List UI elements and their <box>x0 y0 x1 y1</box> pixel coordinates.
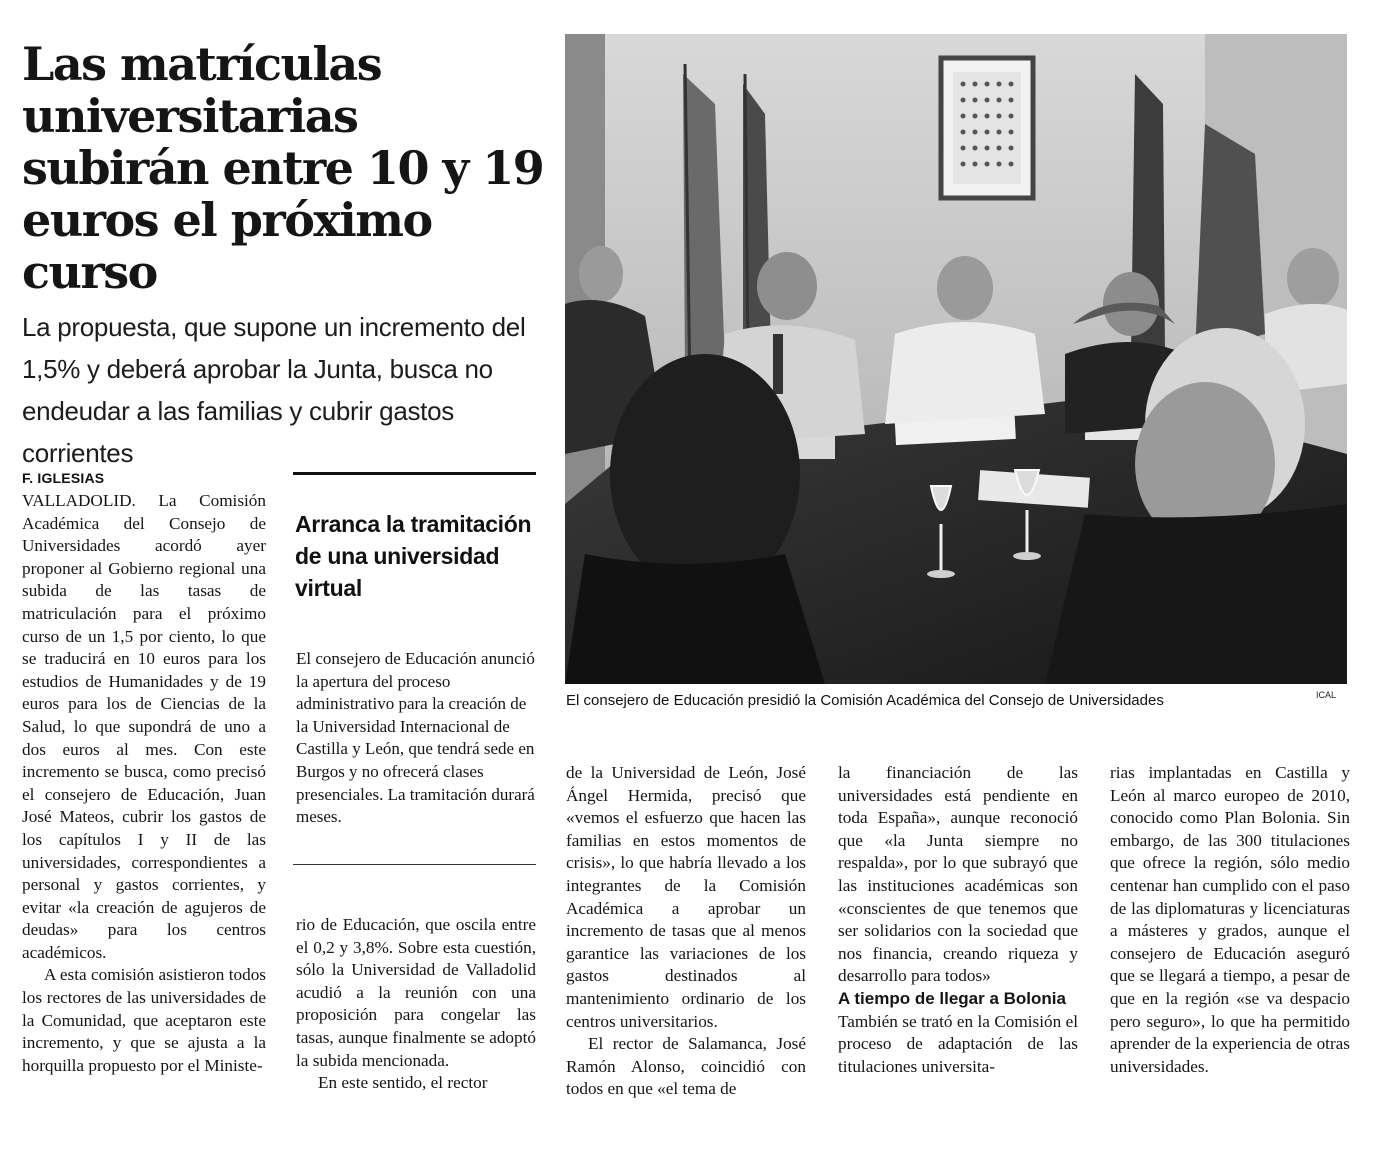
photo-credit: ICAL <box>1316 690 1337 700</box>
paragraph: VALLADOLID. La Comisión Académica del Consejo de Universidades acordó ayer proponer al Gobierno regional una subida de las tasas de matriculación para el próximo curso de un 1,5 por ciento, lo que se traducirá en 10 euros para los estudios de Humanidades y de 19 euros para los de Ciencias de la Salud, lo que supondrá de uno a dos euros al mes. Con este incremento se busca, como precisó el consejero de Educación, Juan José Mateos, cubrir los gastos de los capítulos I y II de las universidades, correspondientes a personal y gastos corrientes, y evitar «la creación de agujeros de deudas» para los centros académicos. <box>22 491 266 962</box>
paragraph: El rector de Salamanca, José Ramón Alonso, coincidió con todos en que «el tema de <box>566 1034 806 1099</box>
news-photo <box>565 34 1347 684</box>
section-subhead: A tiempo de llegar a Bolonia <box>838 988 1066 1008</box>
paragraph: rias implantadas en Castilla y León al marco europeo de 2010, conocido como Plan Bolonia. Sin embargo, de las 300 titulaciones que ofrece la región, sólo medio centenar han cumplido con el paso de las diplomaturas y licenciaturas a másteres y grados, aunque el consejero de Educación aseguró que se llegará a tiempo, a pesar de que en la región «se va despacio pero seguro», lo que ha permitido aprender de la experiencia de otras universidades. <box>1110 763 1350 1076</box>
paragraph: la financiación de las universidades está pendiente en toda España», aunque reconoció que «la Junta siempre no respalda», por lo que subrayó que las instituciones académicas son «conscientes de que tenemos que ser solidarios con la sociedad que nos financia, creando riqueza y desarrollo para todos» <box>838 763 1078 986</box>
paragraph: rio de Educación, que oscila entre el 0,2 y 3,8%. Sobre esta cuestión, sólo la Universidad de Valladolid acudió a la reunión con una proposición para congelar las tasas, aunque finalmente se adoptó la subida mencionada. <box>296 915 536 1070</box>
sidebar-text: El consejero de Educación anunció la apertura del proceso administrativo para la creación de la Universidad Internacional de Castilla y León, que tendrá sede en Burgos y no ofrecerá clases presenciales. La tramitación durará meses. <box>296 649 535 827</box>
article-column-5 <box>1110 762 1350 1078</box>
paragraph: de la Universidad de León, José Ángel Hermida, precisó que «vemos el esfuerzo que hacen las familias en estos momentos de crisis», lo que habría llevado a los integrantes de la Comisión Académica a aprobar un incremento de tasas que al menos garantice las variaciones de los gastos destinados al mantenimiento ordinario de los centros universitarios. <box>566 763 806 1031</box>
paragraph: En este sentido, el rector <box>318 1073 488 1093</box>
meeting-photo-illustration <box>565 34 1347 684</box>
photo-caption: El consejero de Educación presidió la Comisión Académica del Consejo de Universidades <box>566 692 1164 709</box>
paragraph: A esta comisión asistieron todos los rectores de las universidades de la Comunidad, que aceptaron este incremento, y que se ajusta a la horquilla propuesto por el Ministe- <box>22 965 266 1075</box>
sidebar-title: Arranca la tramitación de una universidad virtual <box>295 511 532 601</box>
sidebar-top-rule <box>293 472 536 475</box>
paragraph: También se trató en la Comisión el proceso de adaptación de las titulaciones universita- <box>838 1011 1078 1076</box>
article-column-2 <box>296 914 536 1095</box>
article-column-4 <box>838 762 1078 1078</box>
byline: F. IGLESIAS <box>22 470 105 486</box>
sidebar-bottom-rule <box>293 864 536 865</box>
article-column-1 <box>22 490 266 1077</box>
deck-subtitle: La propuesta, que supone un incremento del 1,5% y deberá aprobar la Junta, busca no endeudar a las familias y cubrir gastos corrientes <box>22 312 526 468</box>
headline: Las matrículas universitarias subirán entre 10 y 19 euros el próximo curso <box>22 37 544 299</box>
article-column-3 <box>566 762 806 1101</box>
